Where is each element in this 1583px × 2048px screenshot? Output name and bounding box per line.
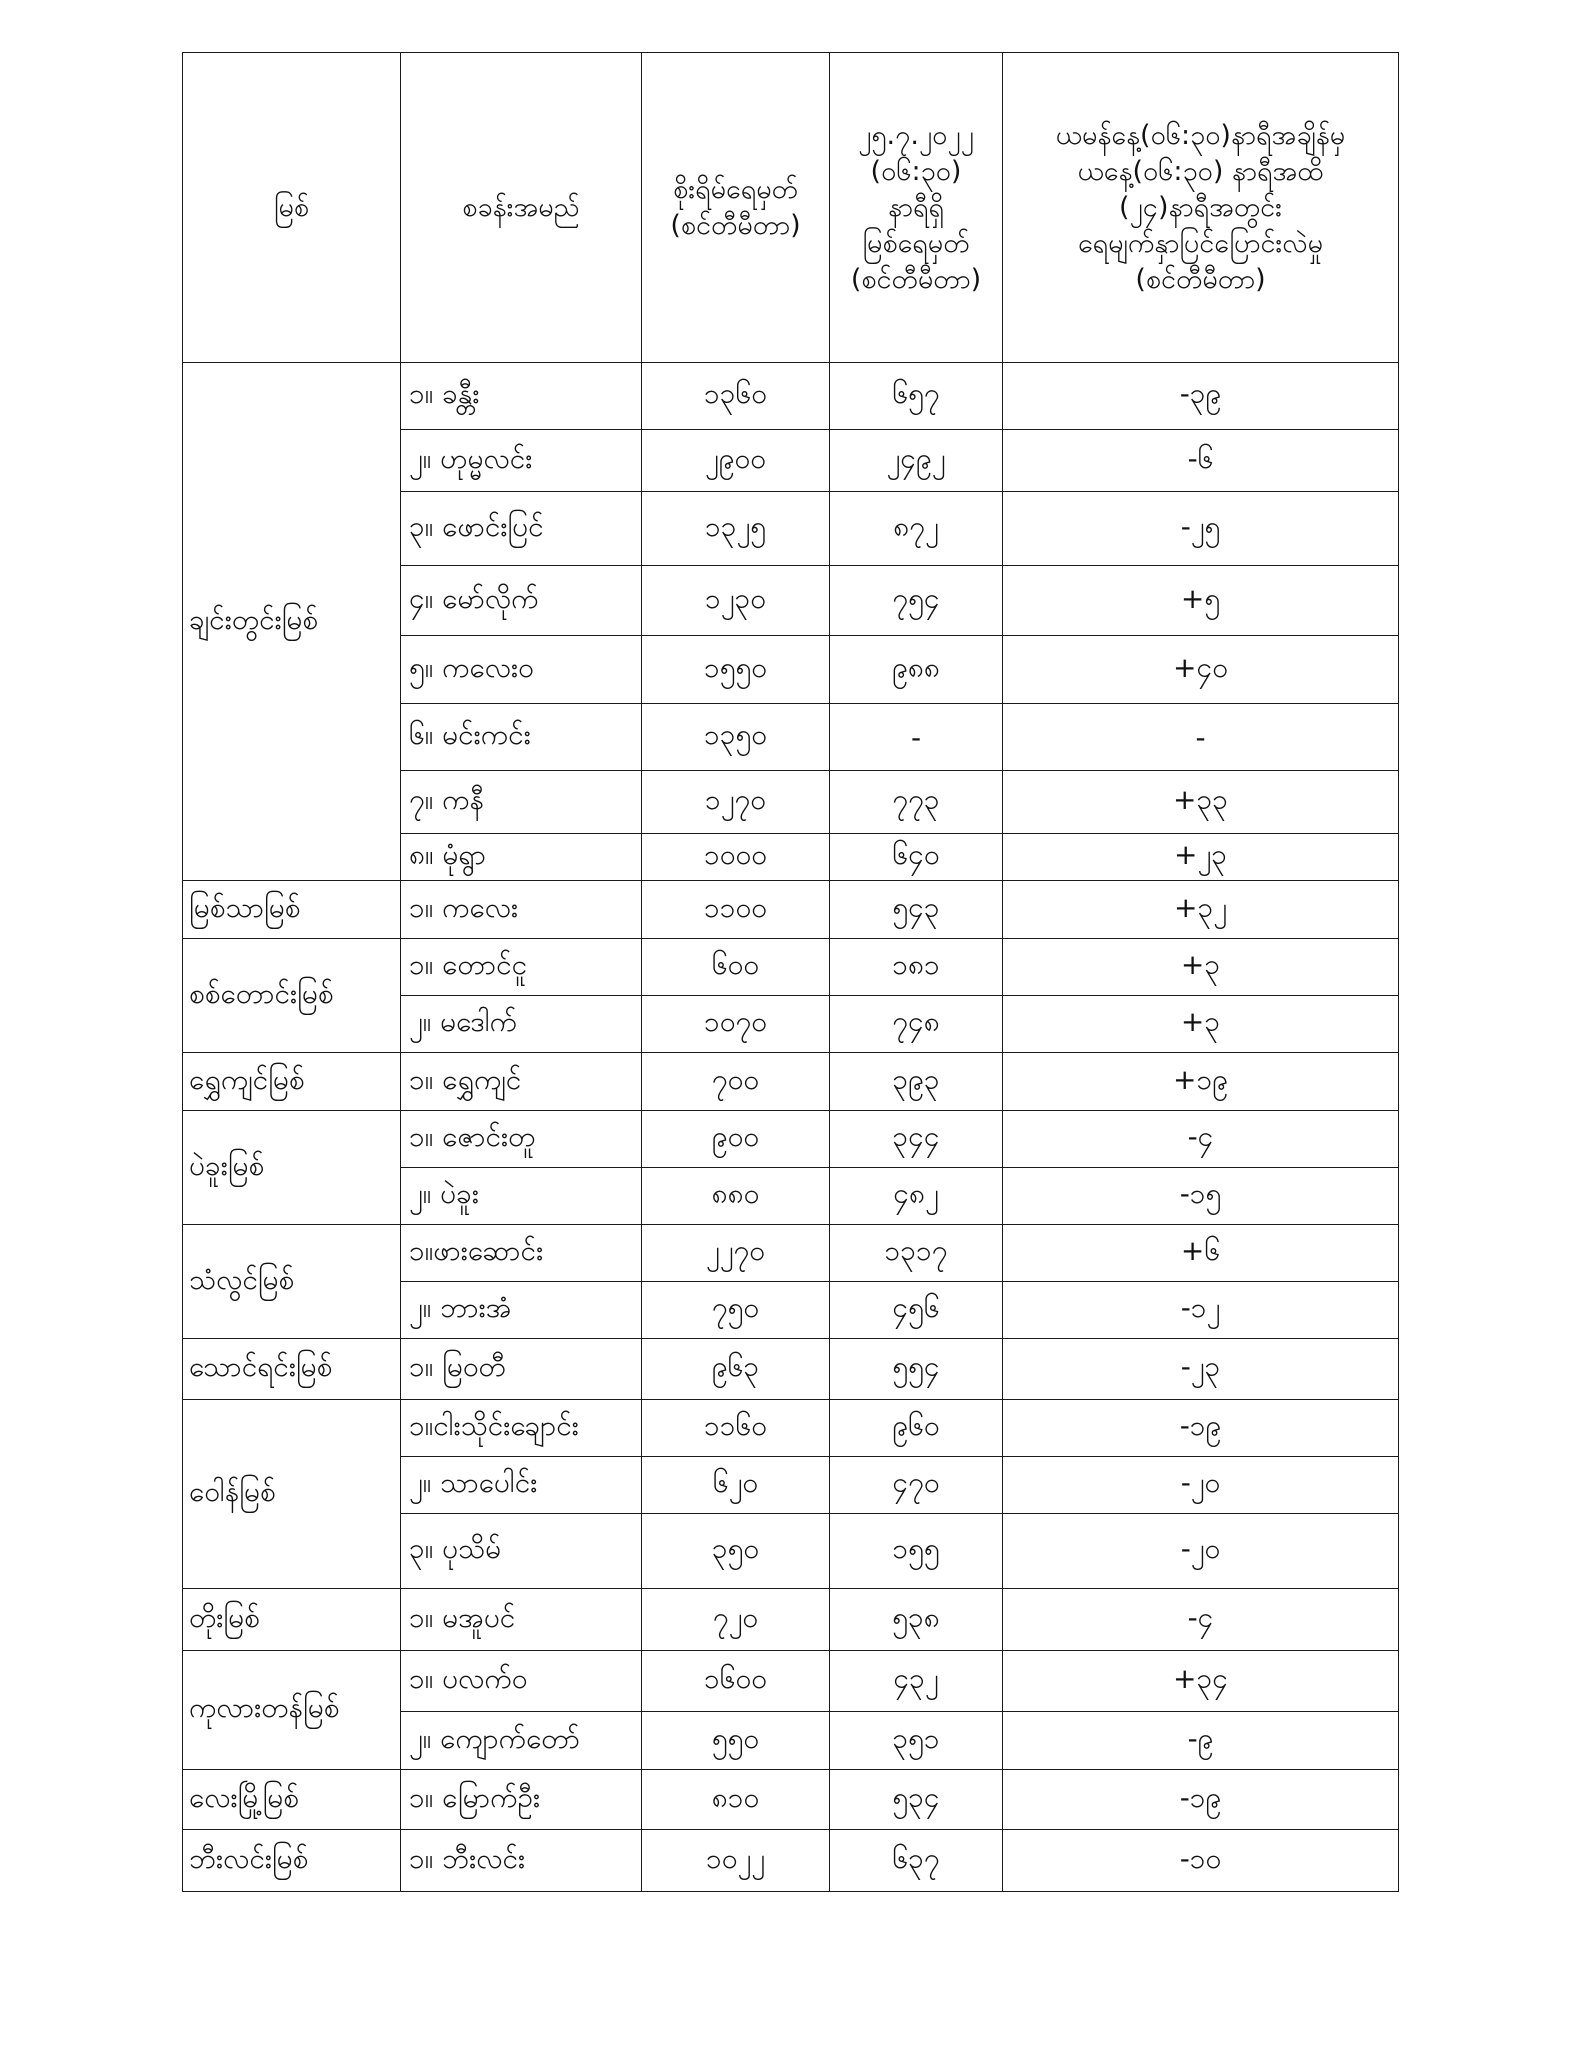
station-name-cell: ၁။ မြဝတီ (401, 1339, 642, 1400)
station-name-cell: ၂။ ဟုမ္မလင်း (401, 430, 642, 492)
header-danger-line: (စင်တီမီတာ) (670, 209, 801, 241)
level-change-cell: -၂၅ (1003, 492, 1399, 566)
river-name-cell: စစ်တောင်းမြစ် (183, 939, 401, 1053)
table-row (183, 1111, 1399, 1168)
level-change-cell: +၄၀ (1003, 636, 1399, 704)
danger-level-cell: ၂၂၇၀ (642, 1225, 830, 1282)
level-change-cell: -၁၅ (1003, 1168, 1399, 1225)
river-name-cell: ဝေါန်မြစ် (183, 1400, 401, 1589)
current-level-cell: ၂၄၉၂ (830, 430, 1003, 492)
level-change-cell: +၃၄ (1003, 1651, 1399, 1712)
river-name-cell: ရွှေကျင်မြစ် (183, 1053, 401, 1111)
river-name-cell: ဘီးလင်းမြစ် (183, 1830, 401, 1892)
header-current-line: မြစ်ရေမှတ် (862, 227, 970, 259)
station-name-cell: ၂။ ကျောက်တော် (401, 1712, 642, 1770)
station-name-cell: ၁။ ဘီးလင်း (401, 1830, 642, 1892)
station-name-cell: ၁။ဖားဆောင်း (401, 1225, 642, 1282)
table-row (183, 939, 1399, 996)
level-change-cell: -၂၀ (1003, 1514, 1399, 1589)
level-change-cell: -၁၀ (1003, 1830, 1399, 1892)
level-change-cell: +၁၉ (1003, 1053, 1399, 1111)
header-current-line: (စင်တီမီတာ) (850, 263, 982, 295)
water-level-table (182, 52, 1399, 1892)
danger-level-cell: ၉၀၀ (642, 1111, 830, 1168)
current-level-cell: ၄၈၂ (830, 1168, 1003, 1225)
level-change-cell: +၆ (1003, 1225, 1399, 1282)
header-station: စခန်းအမည် (401, 53, 642, 363)
danger-level-cell: ၁၂၃၀ (642, 566, 830, 636)
header-change (1003, 53, 1399, 363)
station-name-cell: ၆။ မင်းကင်း (401, 704, 642, 771)
current-level-cell: ၉၈၈ (830, 636, 1003, 704)
current-level-cell: ၅၃၈ (830, 1589, 1003, 1651)
river-name-cell: ကုလားတန်မြစ် (183, 1651, 401, 1770)
header-river: မြစ် (183, 53, 401, 363)
level-change-cell: +၃၃ (1003, 771, 1399, 834)
danger-level-cell: ၈၈၀ (642, 1168, 830, 1225)
danger-level-cell: ၉၆၃ (642, 1339, 830, 1400)
station-name-cell: ၂။ သာပေါင်း (401, 1457, 642, 1514)
current-level-cell: ၆၄၀ (830, 834, 1003, 881)
header-current-line: ၂၅.၇.၂၀၂၂ (858, 119, 974, 151)
header-change-line: ယမန်နေ့(၀၆:၃၀)နာရီအချိန်မှ (1055, 119, 1346, 151)
level-change-cell: +၃ (1003, 996, 1399, 1053)
current-level-cell: ၅၄၃ (830, 881, 1003, 939)
station-name-cell: ၃။ ဖောင်းပြင် (401, 492, 642, 566)
danger-level-cell: ၆၂၀ (642, 1457, 830, 1514)
header-current-line: (၀၆:၃၀) (870, 155, 962, 187)
level-change-cell: -၉ (1003, 1712, 1399, 1770)
header-row (183, 53, 1399, 363)
level-change-cell: +၂၃ (1003, 834, 1399, 881)
danger-level-cell: ၇၂၀ (642, 1589, 830, 1651)
level-change-cell: -၁၉ (1003, 1770, 1399, 1830)
level-change-cell: -၄ (1003, 1111, 1399, 1168)
danger-level-cell: ၁၀၀၀ (642, 834, 830, 881)
table-row (183, 1830, 1399, 1892)
table-row (183, 1400, 1399, 1457)
river-name-cell: သောင်ရင်းမြစ် (183, 1339, 401, 1400)
station-name-cell: ၇။ ကနီ (401, 771, 642, 834)
level-change-cell: -၃၉ (1003, 363, 1399, 430)
danger-level-cell: ၁၀၂၂ (642, 1830, 830, 1892)
current-level-cell: ၁၈၁ (830, 939, 1003, 996)
current-level-cell: ၇၄၈ (830, 996, 1003, 1053)
danger-level-cell: ၁၃၆၀ (642, 363, 830, 430)
danger-level-cell: ၁၆၀၀ (642, 1651, 830, 1712)
current-level-cell: ၃၄၄ (830, 1111, 1003, 1168)
danger-level-cell: ၁၅၅၀ (642, 636, 830, 704)
level-change-cell: - (1003, 704, 1399, 771)
header-danger-level (642, 53, 830, 363)
level-change-cell: -၂၀ (1003, 1457, 1399, 1514)
river-name-cell: ချင်းတွင်းမြစ် (183, 363, 401, 881)
level-change-cell: -၆ (1003, 430, 1399, 492)
current-level-cell: ၅၅၄ (830, 1339, 1003, 1400)
header-change-line: ယနေ့(၀၆:၃၀) နာရီအထိ (1077, 155, 1324, 187)
station-name-cell: ၁။ ကလေး (401, 881, 642, 939)
current-level-cell: ၄၃၂ (830, 1651, 1003, 1712)
header-current-line: နာရီရှိ (887, 191, 945, 223)
danger-level-cell: ၂၉၀၀ (642, 430, 830, 492)
danger-level-cell: ၁၂၇၀ (642, 771, 830, 834)
level-change-cell: +၅ (1003, 566, 1399, 636)
table-row (183, 881, 1399, 939)
station-name-cell: ၁။ ပလက်ဝ (401, 1651, 642, 1712)
current-level-cell: ၈၇၂ (830, 492, 1003, 566)
table-body (183, 363, 1399, 1892)
header-current-level (830, 53, 1003, 363)
level-change-cell: -၁၂ (1003, 1282, 1399, 1339)
current-level-cell: ၇၇၃ (830, 771, 1003, 834)
level-change-cell: +၃၂ (1003, 881, 1399, 939)
station-name-cell: ၁။ တောင်ငူ (401, 939, 642, 996)
current-level-cell: ၄၅၆ (830, 1282, 1003, 1339)
current-level-cell: ၃၅၁ (830, 1712, 1003, 1770)
current-level-cell: ၃၉၃ (830, 1053, 1003, 1111)
current-level-cell: ၆၃၇ (830, 1830, 1003, 1892)
table-row (183, 1225, 1399, 1282)
level-change-cell: -၄ (1003, 1589, 1399, 1651)
danger-level-cell: ၃၅၀ (642, 1514, 830, 1589)
danger-level-cell: ၁၃၅၀ (642, 704, 830, 771)
river-name-cell: တိုးမြစ် (183, 1589, 401, 1651)
danger-level-cell: ၁၁၀၀ (642, 881, 830, 939)
table-row (183, 1770, 1399, 1830)
river-name-cell: ပဲခူးမြစ် (183, 1111, 401, 1225)
table-row (183, 363, 1399, 430)
danger-level-cell: ၁၀၇၀ (642, 996, 830, 1053)
station-name-cell: ၁။ ခန္တီး (401, 363, 642, 430)
current-level-cell: ၉၆၀ (830, 1400, 1003, 1457)
current-level-cell: ၅၃၄ (830, 1770, 1003, 1830)
station-name-cell: ၄။ မော်လိုက် (401, 566, 642, 636)
level-change-cell: -၂၃ (1003, 1339, 1399, 1400)
table-row (183, 1651, 1399, 1712)
station-name-cell: ၃။ ပုသိမ် (401, 1514, 642, 1589)
danger-level-cell: ၅၅၀ (642, 1712, 830, 1770)
table-row (183, 1589, 1399, 1651)
current-level-cell: ၇၅၄ (830, 566, 1003, 636)
station-name-cell: ၁။ မြောက်ဦး (401, 1770, 642, 1830)
current-level-cell: - (830, 704, 1003, 771)
current-level-cell: ၁၃၁၇ (830, 1225, 1003, 1282)
station-name-cell: ၁။ ဇောင်းတူ (401, 1111, 642, 1168)
header-danger-line: စိုးရိမ်ရေမှတ် (673, 173, 798, 205)
station-name-cell: ၁။ငါးသိုင်းချောင်း (401, 1400, 642, 1457)
table-row (183, 1339, 1399, 1400)
header-change-line: (စင်တီမီတာ) (1135, 263, 1266, 295)
current-level-cell: ၄၇၀ (830, 1457, 1003, 1514)
current-level-cell: ၁၅၅ (830, 1514, 1003, 1589)
level-change-cell: +၃ (1003, 939, 1399, 996)
danger-level-cell: ၇၀၀ (642, 1053, 830, 1111)
station-name-cell: ၈။ မုံရွာ (401, 834, 642, 881)
danger-level-cell: ၁၁၆၀ (642, 1400, 830, 1457)
station-name-cell: ၂။ မဒေါက် (401, 996, 642, 1053)
river-name-cell: လေးမြို့မြစ် (183, 1770, 401, 1830)
station-name-cell: ၂။ ဘားအံ (401, 1282, 642, 1339)
station-name-cell: ၁။ ရွှေကျင် (401, 1053, 642, 1111)
header-change-line: (၂၄)နာရီအတွင်း (1118, 191, 1282, 223)
header-change-line: ရေမျက်နှာပြင်ပြောင်းလဲမှု (1077, 227, 1324, 259)
danger-level-cell: ၈၁၀ (642, 1770, 830, 1830)
river-name-cell: သံလွင်မြစ် (183, 1225, 401, 1339)
table-row (183, 1053, 1399, 1111)
danger-level-cell: ၆၀၀ (642, 939, 830, 996)
level-change-cell: -၁၉ (1003, 1400, 1399, 1457)
current-level-cell: ၆၅၇ (830, 363, 1003, 430)
danger-level-cell: ၁၃၂၅ (642, 492, 830, 566)
danger-level-cell: ၇၅၀ (642, 1282, 830, 1339)
station-name-cell: ၁။ မအူပင် (401, 1589, 642, 1651)
station-name-cell: ၂။ ပဲခူး (401, 1168, 642, 1225)
station-name-cell: ၅။ ကလေးဝ (401, 636, 642, 704)
river-name-cell: မြစ်သာမြစ် (183, 881, 401, 939)
